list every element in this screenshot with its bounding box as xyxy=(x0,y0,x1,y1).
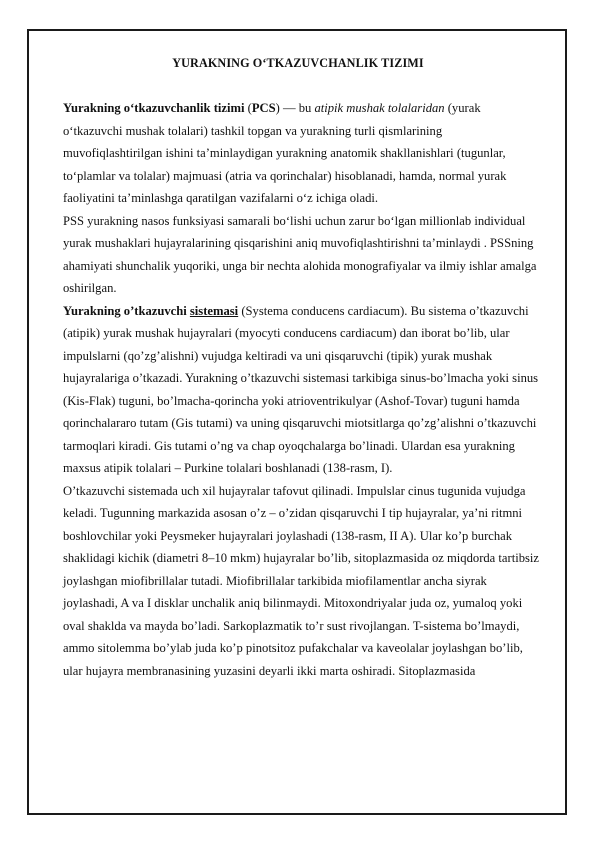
paragraph-conducting-system: Yurakning o’tkazuvchi sistemasi (Systema conducens cardiacum). Bu sistema o’tkazuvchi (atipik) yurak mushak hujayralari (myocyti conducens cardiacum) dan iborat bo’lib, ular impulslarni (qo’zg’alishni) vujudga keltiradi va uni qisqaruvchi (tipik) yurak mushak hujayralariga o’tkazadi. Yurakning o’tkazuvchi sistemasi tarkibiga sinus-bo’lmacha yoki sinus (Kis-Flak) tuguni, bo’lmacha-qorincha yoki atrioventrikulyar (Ashof-Tovar) tuguni hamda qorinchalararo tutam (Gis tutami) va uning qisqaruvchi miotsitlarga qo’zg’alishni o’tkazuvchi tarmoqlari kiradi. Gis tutami o’ng va chap oyoqchalarga bo’linadi. Ulardan esa yurakning maxsus atipik tolalari – Purkine tolalari boshlanadi (138-rasm, I). xyxy=(63,303,539,475)
term-pcs: Yurakning o‘tkazuvchanlik tizimi xyxy=(63,101,245,115)
paragraph-pss: PSS yurakning nasos funksiyasi samarali bo‘lishi uchun zarur bo‘lgan millionlab individual yurak mushaklari hujayralarining qisqarishini aniq muvofiqlashtirishni ta’minlaydi . PSSning ahamiyati shunchalik yuqoriki, unga bir nechta alohida monografiyalar va ilmiy ishlar amalga oshirilgan. xyxy=(63,213,537,295)
page-title: YURAKNING O‘TKAZUVCHANLIK TIZIMI xyxy=(172,56,424,70)
abbr-pcs: PCS xyxy=(251,101,276,115)
paragraph-definition: Yurakning o‘tkazuvchanlik tizimi (PCS) — bu atipik mushak tolalaridan (yurak o‘tkazuvchi mushak tolalari) tashkil topgan va yurakning turli qismlarining muvofiqlashtirilgan ishini ta’minlaydigan yurakning anatomik shakllanishlari (tugunlar, to‘plamlar va tolalar) majmuasi (atria va qorinchalar) hisoblanadi, hamda, normal yurak faoliyatini ta’minlashga qaratilgan vazifalarni o‘z ichiga oladi. xyxy=(63,101,507,205)
document-body xyxy=(63,97,539,682)
link-sistemasi[interactable]: sistemasi xyxy=(189,303,239,318)
paragraph-cell-types: O’tkazuvchi sistemada uch xil hujayralar tafovut qilinadi. Impulslar cinus tugunida vujudga keladi. Tugunning markazida asosan o’z – o’zidan qisqaruvchi I tip hujayralar, ya’ni ritmni boshlovchilar yoki Peysmeker hujayralari joylashadi (138-rasm, II A). Ular ko’p burchak shaklidagi kichik (diametri 8–10 mkm) hujayralar bo’lib, sitoplazmasida oz miqdorda tartibsiz joylashgan miofibrillalar tutadi. Miofibrillalar tarkibida miofilamentlar ancha siyrak joylashadi, A va I disklar unchalik aniq bilinmaydi. Mitoxondriyalar juda oz, yumaloq yoki oval shaklda va mayda bo’ladi. Sarkoplazmatik to’r sust rivojlangan. T-sistema bo’lmaydi, ammo sitolemma bo’ylab juda ko’p pinotsitoz pufakchalar va kaveolalar joylashgan bo’lib, ular hujayra membranasining yuzasini deyarli ikki marta oshiradi. Sitoplazmasida xyxy=(63,483,539,678)
italic-phrase: atipik mushak tolalaridan xyxy=(314,101,445,115)
term-conducting-system: Yurakning o’tkazuvchi sistemasi xyxy=(63,303,239,318)
